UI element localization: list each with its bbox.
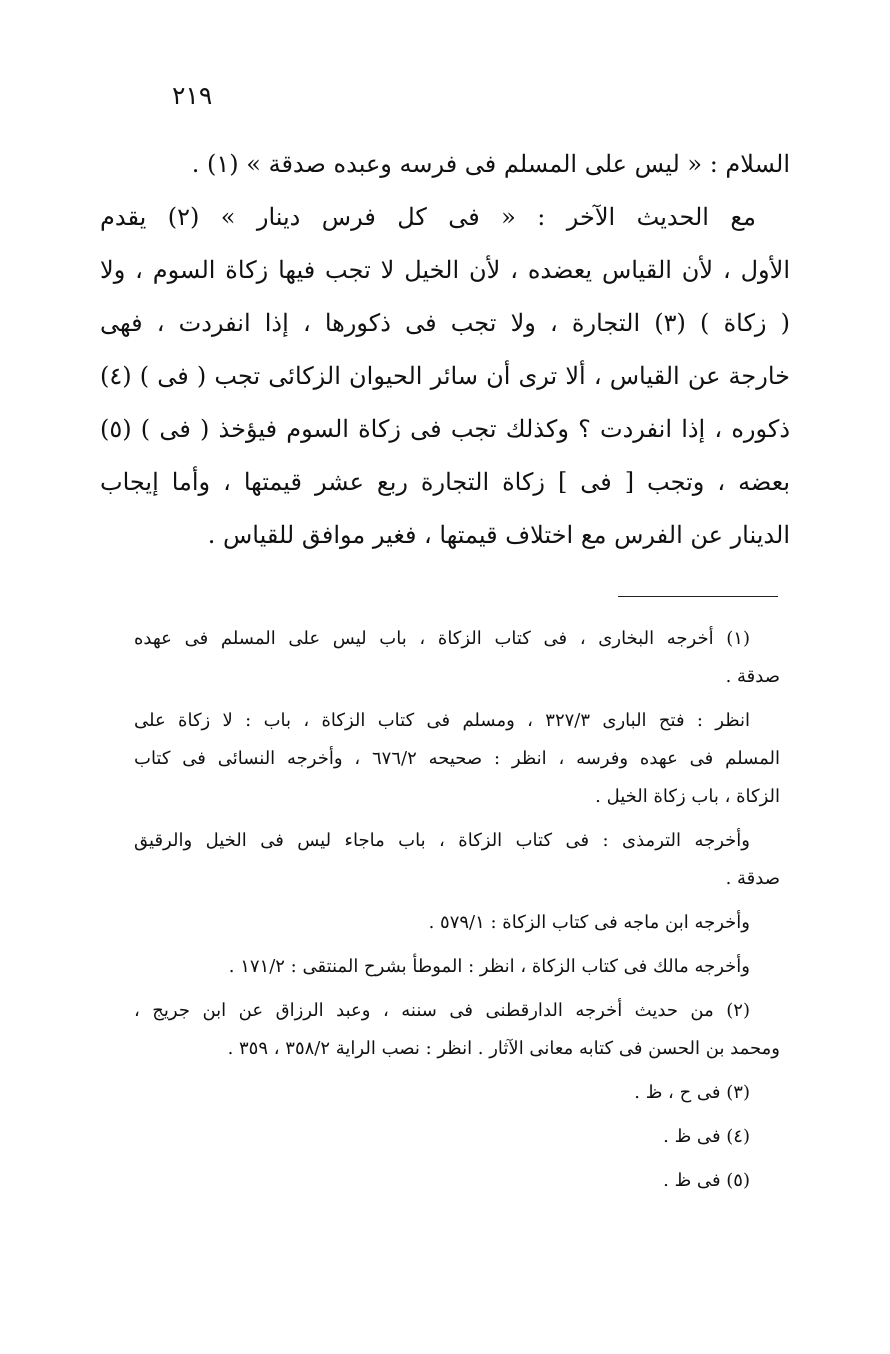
- footnote-line: (١) أخرجه البخارى ، فى كتاب الزكاة ، باب ليس على المسلم فى عهده: [134, 628, 750, 649]
- footnote-line: صدقة .: [725, 868, 780, 889]
- main-text-block: [100, 138, 790, 562]
- footnote-line: (٥) فى ظ .: [663, 1170, 750, 1191]
- main-text-line: خارجة عن القياس ، ألا ترى أن سائر الحيوان الزكائى تجب ( فى ) (٤): [100, 362, 790, 390]
- footnote-line: الزكاة ، باب زكاة الخيل .: [595, 786, 780, 807]
- main-text-line: الأول ، لأن القياس يعضده ، لأن الخيل لا تجب فيها زكاة السوم ، ولا: [100, 256, 790, 284]
- main-text-line: مع الحديث الآخر : « فى كل فرس دينار » (٢) يقدم: [100, 203, 756, 231]
- main-text-line: ( زكاة ) (٣) التجارة ، ولا تجب فى ذكورها ، إذا انفردت ، فهى: [100, 309, 790, 337]
- footnote-line: ومحمد بن الحسن فى كتابه معانى الآثار . انظر : نصب الراية ٣٥٨/٢ ، ٣٥٩ .: [227, 1038, 780, 1059]
- footnote-line: المسلم فى عهده وفرسه ، انظر : صحيحه ٦٧٦/٢ ، وأخرجه النسائى فى كتاب: [134, 748, 780, 769]
- main-text-line: ذكوره ، إذا انفردت ؟ وكذلك تجب فى زكاة السوم فيؤخذ ( فى ) (٥): [100, 415, 791, 443]
- footnote-line: انظر : فتح البارى ٣٢٧/٣ ، ومسلم فى كتاب الزكاة ، باب : لا زكاة على: [134, 710, 750, 731]
- footnote-line: (٣) فى ح ، ظ .: [634, 1082, 750, 1103]
- footnote-separator: [618, 596, 778, 597]
- footnote-line: (٢) من حديث أخرجه الدارقطنى فى سننه ، وعبد الرزاق عن ابن جريج ،: [134, 1000, 750, 1021]
- page-number: ٢١٩: [172, 81, 213, 110]
- footnote-line: (٤) فى ظ .: [663, 1126, 750, 1147]
- footnote-line: وأخرجه ابن ماجه فى كتاب الزكاة : ٥٧٩/١ .: [428, 912, 750, 933]
- footnote-line: صدقة .: [725, 666, 780, 687]
- main-text-line: بعضه ، وتجب [ فى ] زكاة التجارة ربع عشر قيمتها ، وأما إيجاب: [100, 468, 791, 496]
- footnotes-block: [134, 620, 780, 1200]
- main-text-line: السلام : « ليس على المسلم فى فرسه وعبده صدقة » (١) .: [191, 150, 790, 178]
- main-text-line: الدينار عن الفرس مع اختلاف قيمتها ، فغير موافق للقياس .: [207, 521, 790, 549]
- footnote-line: وأخرجه الترمذى : فى كتاب الزكاة ، باب ماجاء ليس فى الخيل والرقيق: [134, 830, 750, 851]
- footnote-line: وأخرجه مالك فى كتاب الزكاة ، انظر : الموطأ بشرح المنتقى : ١٧١/٢ .: [228, 956, 750, 977]
